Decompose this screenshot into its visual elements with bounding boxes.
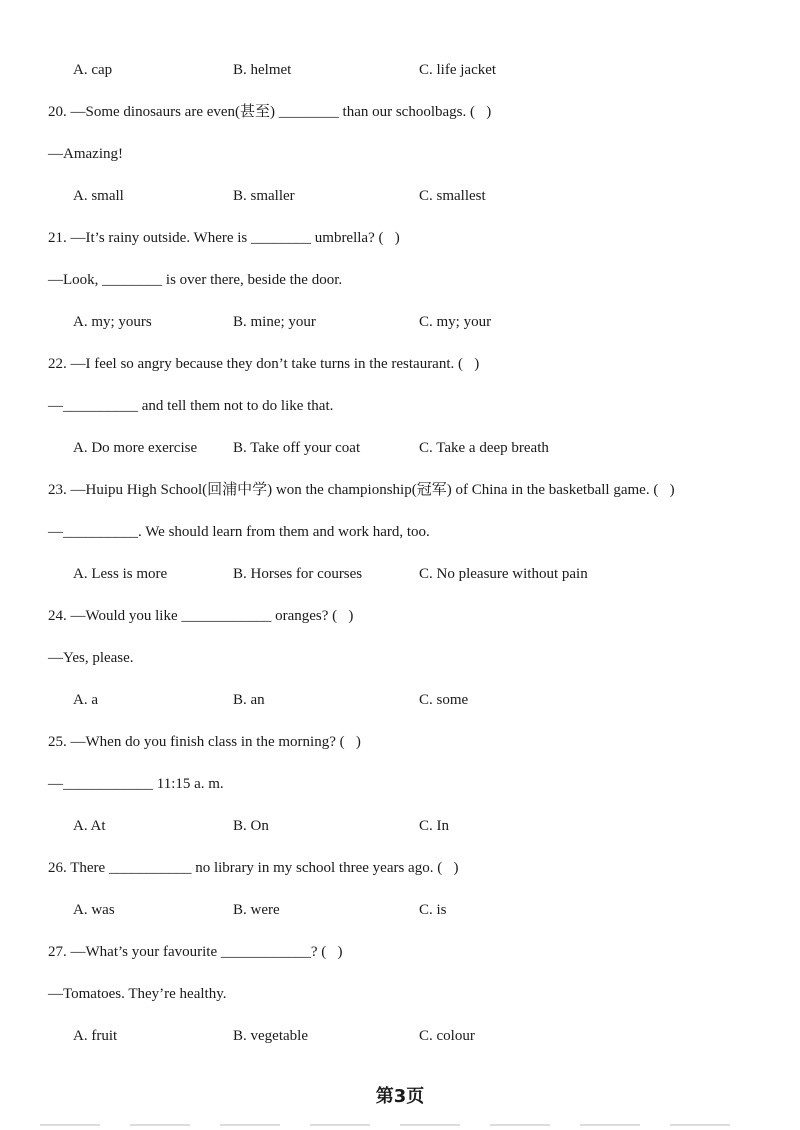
question-25-reply: —____________ 11:15 a. m. (48, 776, 224, 792)
option-a[interactable]: A. small (73, 188, 124, 204)
option-b[interactable]: B. vegetable (233, 1028, 308, 1044)
option-b[interactable]: B. an (233, 692, 265, 708)
question-20-reply: —Amazing! (48, 146, 123, 162)
option-a[interactable]: A. Do more exercise (73, 440, 198, 456)
page-number: 第3页 (375, 1086, 425, 1107)
question-21-stem: 21. —It’s rainy outside. Where is ________ umbrella? ( ) (48, 230, 400, 246)
options-row-23 (73, 564, 753, 584)
question-25-stem: 25. —When do you finish class in the morning? ( ) (48, 734, 361, 750)
option-c[interactable]: C. life jacket (419, 62, 497, 78)
option-a[interactable]: A. cap (73, 62, 113, 78)
options-row-22 (73, 438, 753, 458)
question-24-reply: —Yes, please. (48, 650, 134, 666)
question-22-stem: 22. —I feel so angry because they don’t take turns in the restaurant. ( ) (48, 356, 480, 372)
option-a[interactable]: A. At (73, 818, 106, 834)
option-a[interactable]: A. a (73, 692, 98, 708)
options-row-25 (73, 816, 753, 836)
option-b[interactable]: B. On (233, 818, 269, 834)
option-c[interactable]: C. Take a deep breath (419, 440, 549, 456)
question-23-reply: —__________. We should learn from them and work hard, too. (48, 524, 430, 540)
question-27-reply: —Tomatoes. They’re healthy. (48, 986, 227, 1002)
options-row-19 (73, 60, 753, 80)
question-26-stem: 26. There ___________ no library in my school three years ago. ( ) (48, 860, 459, 876)
option-b[interactable]: B. mine; your (233, 314, 316, 330)
option-c[interactable]: C. No pleasure without pain (419, 566, 588, 582)
option-c[interactable]: C. is (419, 902, 447, 918)
options-row-27 (73, 1026, 753, 1046)
question-20-stem: 20. —Some dinosaurs are even(甚至) ________ than our schoolbags. ( ) (48, 104, 492, 120)
options-row-24 (73, 690, 753, 710)
question-23-stem: 23. —Huipu High School(回浦中学) won the championship(冠军) of China in the basketball game. ( ) (48, 482, 675, 498)
option-b[interactable]: B. smaller (233, 188, 295, 204)
option-c[interactable]: C. some (419, 692, 469, 708)
option-a[interactable]: A. was (73, 902, 115, 918)
question-21-reply: —Look, ________ is over there, beside the door. (48, 272, 343, 288)
options-row-26 (73, 900, 753, 920)
option-b[interactable]: B. helmet (233, 62, 292, 78)
option-c[interactable]: C. my; your (419, 314, 492, 330)
question-22-reply: —__________ and tell them not to do like that. (48, 398, 334, 414)
option-b[interactable]: B. Horses for courses (233, 566, 363, 582)
bottom-divider (40, 1124, 760, 1126)
option-a[interactable]: A. fruit (73, 1028, 118, 1044)
option-a[interactable]: A. Less is more (73, 566, 168, 582)
options-row-21 (73, 312, 753, 332)
option-a[interactable]: A. my; yours (73, 314, 152, 330)
option-c[interactable]: C. colour (419, 1028, 475, 1044)
option-b[interactable]: B. Take off your coat (233, 440, 361, 456)
option-c[interactable]: C. In (419, 818, 449, 834)
option-c[interactable]: C. smallest (419, 188, 486, 204)
question-24-stem: 24. —Would you like ____________ oranges? ( ) (48, 608, 354, 624)
options-row-20 (73, 186, 753, 206)
option-b[interactable]: B. were (233, 902, 280, 918)
question-27-stem: 27. —What’s your favourite ____________? ( ) (48, 944, 343, 960)
